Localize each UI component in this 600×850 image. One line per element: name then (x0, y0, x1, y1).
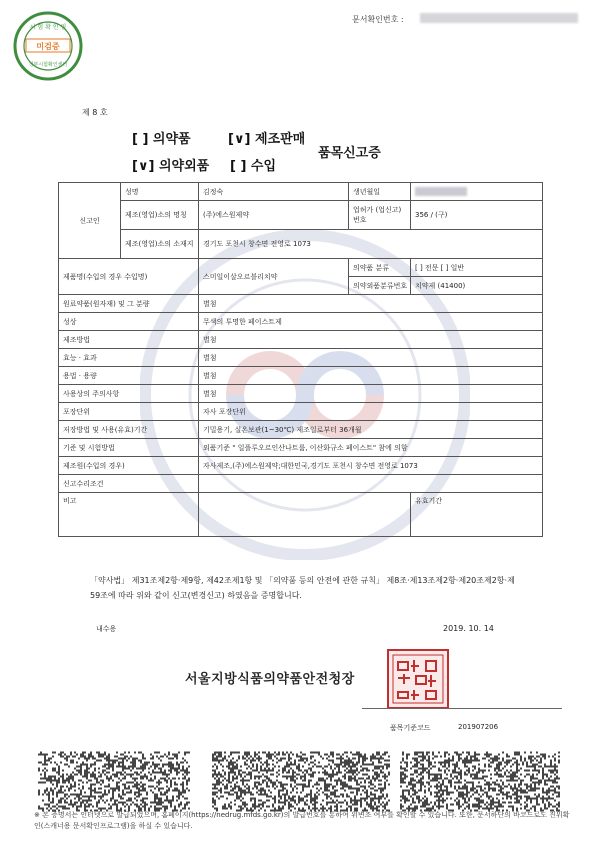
usage-label: 내수용 (96, 625, 117, 633)
legal-statement: 「약사법」 제31조제2항·제9항, 제42조제1항 및 「의약품 등의 안전에 관한 규칙」 제8조·제13조제2항·제20조제2항·제59조에 따라 위와 같이 신고(변경신고) 하였음을 증명합니다. (90, 576, 515, 600)
caution-value: 별첨 (199, 385, 543, 403)
code-divider (362, 708, 562, 709)
name-label: 성명 (121, 183, 199, 201)
product-label: 제품명(수입의 경우 수입명) (59, 259, 199, 295)
spec-value: 외품기준 " 일플루오르인산나트륨, 이산화규소 페이스트" 참에 의함 (199, 439, 543, 457)
dosage-label: 용법 · 용량 (59, 367, 199, 385)
efficacy-label: 효능 · 효과 (59, 349, 199, 367)
dosage-value: 별첨 (199, 367, 543, 385)
conditions-label: 신고수리조건 (59, 475, 199, 493)
document-title: 품목신고증 (318, 146, 381, 161)
caution-label: 사용상의 주의사항 (59, 385, 199, 403)
conditions-value (199, 475, 543, 493)
issuer-name: 서울지방식품의약품안전청장 (185, 672, 355, 687)
product-value: 스미일이살오르블리치약 (199, 259, 349, 295)
product-code-label: 품목기준코드 (390, 724, 431, 732)
name-value: 김정숙 (199, 183, 349, 201)
method-label: 제조방법 (59, 331, 199, 349)
quasi-class-value: 치약제 (41400) (411, 277, 543, 295)
company-value: (주)에스원제약 (199, 201, 349, 230)
class-value: [ ] 전문 [ ] 일반 (411, 259, 543, 277)
packaging-label: 포장단위 (59, 403, 199, 421)
dob-value (411, 183, 543, 201)
footer-notice: ※ 본 증명서는 인터넷으로 발급되었으며, 홈페이지(https://nedrug.mfds.go.kr)의 발급번호를 통하여 위변조 여부를 확인할 수 있습니다. 또한, 문서하단의 바코드로도 진위확인(스캐너용 문서확인프로그램)을 하실 수 있습니다. (34, 811, 570, 830)
address-label: 제조(영업)소의 소재지 (121, 230, 199, 259)
doc-number-label: 문서확인번호 : (352, 15, 404, 24)
official-seal (386, 648, 450, 710)
doc-number-redacted (420, 13, 578, 23)
dob-label: 생년월일 (349, 183, 411, 201)
remarks-label: 비고 (59, 493, 199, 537)
issue-date: 2019. 10. 14 (443, 624, 494, 633)
storage-label: 저장방법 및 사용(유효)기간 (59, 421, 199, 439)
storage-value: 기밀용기, 실온보관(1~30℃) 제조일로부터 36개월 (199, 421, 543, 439)
title-quasi-drug-option: [∨] 의약외품 (132, 159, 210, 174)
address-value: 경기도 포천시 창수면 전영로 1073 (199, 230, 543, 259)
license-value: 356 / (구) (411, 201, 543, 230)
title-import-option: [ ] 수입 (230, 159, 277, 174)
barcode-3 (400, 745, 560, 818)
method-value: 별첨 (199, 331, 543, 349)
class-label: 의약품 분류 (349, 259, 411, 277)
appearance-label: 성상 (59, 313, 199, 331)
ingredients-label: 원료약품(원자재) 및 그 분량 (59, 295, 199, 313)
expiry-label: 유효기간 (411, 493, 543, 537)
license-label: 업허가 (업신고)번호 (349, 201, 411, 230)
verification-stamp (12, 10, 84, 82)
spec-label: 기준 및 시험방법 (59, 439, 199, 457)
ingredients-value: 별첨 (199, 295, 543, 313)
svg-text:미검증: 미검증 (36, 42, 60, 51)
svg-text:정부시험확인센터: 정부시험확인센터 (28, 62, 68, 68)
form-number: 제 8 호 (82, 108, 108, 117)
barcode-1 (38, 745, 190, 818)
appearance-value: 무색의 투명한 페이스트제 (199, 313, 543, 331)
product-code-value: 201907206 (458, 723, 499, 731)
manufacturer-label: 제조원(수입의 경우) (59, 457, 199, 475)
title-manufacture-option: [∨] 제조판매 (228, 132, 306, 147)
applicant-label: 신고인 (59, 183, 121, 259)
title-medicine-option: [ ] 의약품 (132, 132, 191, 147)
quasi-class-label: 의약외품분류번호 (349, 277, 411, 295)
company-label: 제조(영업)소의 명칭 (121, 201, 199, 230)
remarks-value (199, 493, 411, 537)
efficacy-value: 별첨 (199, 349, 543, 367)
registration-table (58, 182, 543, 537)
packaging-value: 자사 포장단위 (199, 403, 543, 421)
manufacturer-value: 자사제조,(주)에스원제약;대한민국,경기도 포천시 창수면 전영로 1073 (199, 457, 543, 475)
svg-text:시 험 확 인 필: 시 험 확 인 필 (29, 24, 67, 31)
barcode-2 (212, 745, 390, 818)
dob-redacted (415, 187, 467, 196)
